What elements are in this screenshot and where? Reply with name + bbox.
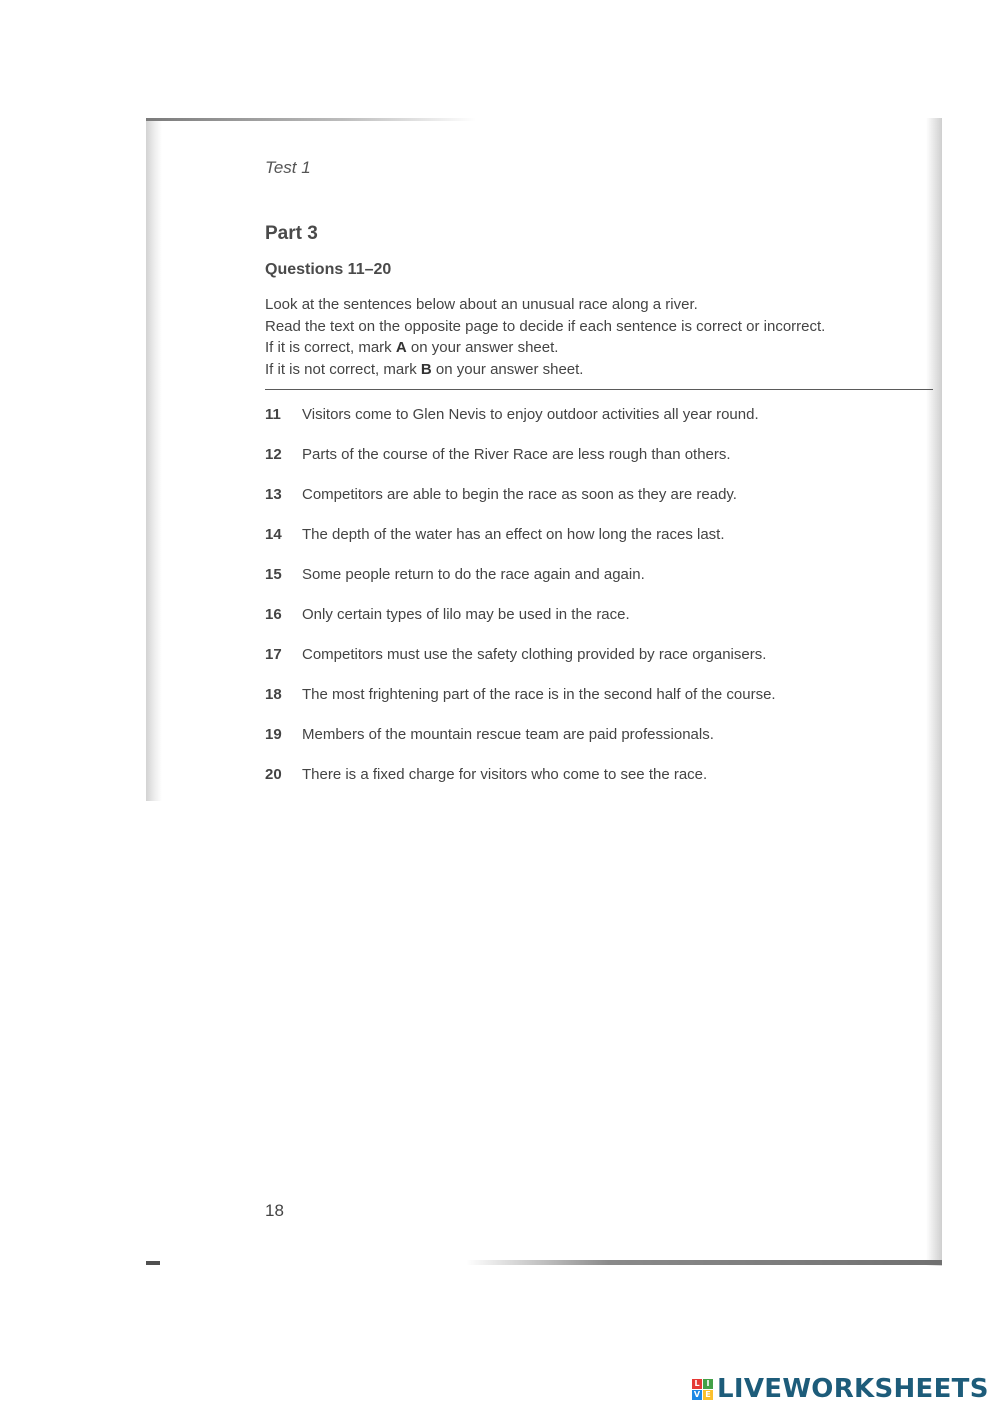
question-number: 18 [265, 686, 282, 703]
logo-letter: V [693, 1389, 701, 1399]
question-number: 15 [265, 566, 282, 583]
question-item [265, 566, 925, 606]
question-list [265, 406, 925, 806]
part-title: Part 3 [265, 223, 318, 244]
question-item [265, 526, 925, 566]
instruction-line-1: Look at the sentences below about an unusual race along a river. [265, 296, 698, 313]
question-number: 16 [265, 606, 282, 623]
section-divider [265, 389, 933, 390]
running-head: Test 1 [265, 158, 311, 177]
answer-letter-b: B [420, 360, 432, 378]
page-number: 18 [265, 1201, 284, 1220]
liveworksheets-logo-icon [692, 1379, 713, 1400]
question-item [265, 446, 925, 486]
instruction-text: If it is not correct, mark [265, 360, 421, 378]
logo-letter: I [703, 1379, 713, 1389]
question-item [265, 646, 925, 686]
question-number: 19 [265, 726, 282, 743]
question-text: Members of the mountain rescue team are paid professionals. [302, 726, 714, 743]
instruction-line-4 [265, 359, 925, 381]
liveworksheets-brand[interactable] [692, 1374, 989, 1404]
question-item [265, 726, 925, 766]
scan-left-shadow [146, 121, 162, 801]
answer-letter-a: A [395, 339, 407, 356]
question-item [265, 766, 925, 806]
question-text: Visitors come to Glen Nevis to enjoy outdoor activities all year round. [302, 406, 759, 423]
question-number: 12 [265, 446, 282, 463]
questions-heading: Questions 11–20 [265, 261, 392, 278]
question-text: The depth of the water has an effect on how long the races last. [302, 526, 725, 543]
instruction-text: on your answer sheet. [406, 339, 559, 356]
logo-letter: E [703, 1390, 713, 1400]
question-item [265, 406, 925, 446]
instruction-line-3 [265, 337, 925, 359]
question-number: 17 [265, 646, 282, 663]
question-item [265, 606, 925, 646]
brand-name: LIVEWORKSHEETS [717, 1374, 989, 1404]
scan-bottom-edge [466, 1260, 942, 1265]
question-text: Competitors are able to begin the race as soon as they are ready. [302, 486, 737, 503]
question-text: Some people return to do the race again and again. [302, 566, 645, 583]
question-number: 20 [265, 766, 282, 783]
question-text: Competitors must use the safety clothing provided by race organisers. [302, 646, 767, 663]
scan-top-edge [146, 118, 476, 121]
question-number: 11 [265, 406, 281, 423]
instruction-text: on your answer sheet. [431, 360, 584, 378]
instructions [265, 294, 925, 380]
scan-right-shadow [926, 118, 942, 1266]
question-item [265, 686, 925, 726]
scan-corner-mark [146, 1261, 160, 1265]
question-text: The most frightening part of the race is in the second half of the course. [302, 686, 776, 703]
question-number: 13 [265, 486, 282, 503]
instruction-text: If it is correct, mark [265, 339, 396, 356]
logo-letter: L [692, 1379, 702, 1389]
question-item [265, 486, 925, 526]
question-number: 14 [265, 526, 282, 543]
question-text: There is a fixed charge for visitors who come to see the race. [302, 766, 708, 783]
instruction-line-2: Read the text on the opposite page to decide if each sentence is correct or incorrect. [265, 317, 826, 335]
question-text: Only certain types of lilo may be used in the race. [302, 606, 630, 623]
question-text: Parts of the course of the River Race are less rough than others. [302, 446, 731, 463]
